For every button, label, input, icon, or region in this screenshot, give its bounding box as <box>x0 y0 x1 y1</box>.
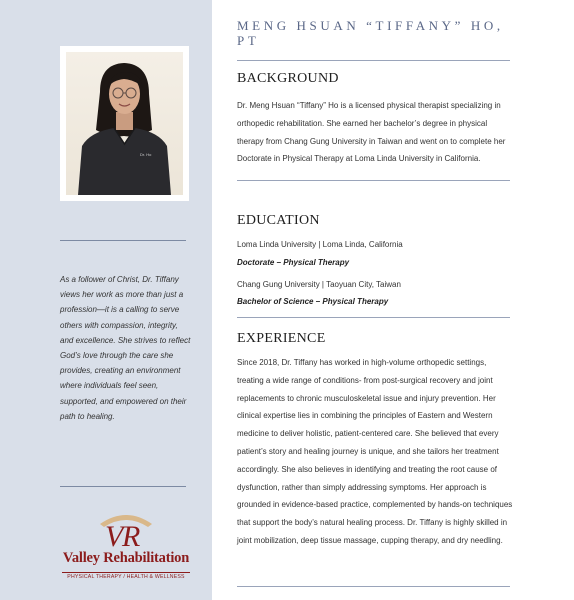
logo-tagline: PHYSICAL THERAPY / HEALTH & WELLNESS <box>62 572 190 580</box>
background-divider <box>237 180 510 181</box>
background-paragraph: Dr. Meng Hsuan “Tiffany” Ho is a licensed physical therapist specializing in orthopedic rehabilitation. She earned her bachelor’s degree in physical therapy from Chang Gung University in Taiwan and went on to complete her Doctorate in Physical Therapy at Loma Linda University in California. <box>237 101 506 164</box>
sidebar-divider-bottom <box>60 486 186 487</box>
education-degree: Doctorate – Physical Therapy <box>237 258 350 267</box>
education-degree: Bachelor of Science – Physical Therapy <box>237 297 389 306</box>
sidebar-quote: As a follower of Christ, Dr. Tiffany views her work as more than just a profession—it is a calling to serve others with compassion, integrity, and excellence. She strives to reflect God’s love through the care she provides, creating an environment where individuals feel seen, supported, and empowered on their path to healing. <box>60 275 191 421</box>
title-divider <box>237 60 510 61</box>
sidebar-divider-top <box>60 240 186 241</box>
section-heading-background: BACKGROUND <box>237 71 339 86</box>
logo-wordmark: Valley Rehabilitation <box>62 550 190 566</box>
education-school: Chang Gung University | Taoyuan City, Taiwan <box>237 280 401 289</box>
svg-text:V: V <box>105 520 124 550</box>
profile-photo <box>60 46 189 201</box>
education-divider <box>237 317 510 318</box>
svg-text:Dr. Ho: Dr. Ho <box>140 152 152 157</box>
experience-paragraph: Since 2018, Dr. Tiffany has worked in high-volume orthopedic settings, treating a wide range of conditions- from post-surgical recovery and joint replacements to chronic musculoskeletal issue and injury prevention. Her clinical expertise lies in combining the principles of Eastern and Western medicine to deliver holistic, patient-centered care. She believed that every patient’s story and healing journey is unique, and she tailors her treatment accordingly. She also believes in identifying and treating the root cause of dysfunction, rather than simply addressing symptoms. Her approach is grounded in evidence-based practice, complemented by hands-on techniques that support the body’s natural healing process. Dr. Tiffany is highly skilled in joint mobilization, deep tissue massage, cupping therapy, and dry needling. <box>237 358 513 545</box>
section-heading-education: EDUCATION <box>237 213 320 228</box>
headshot-image <box>66 52 183 195</box>
svg-text:R: R <box>122 520 141 550</box>
valley-rehabilitation-logo <box>62 510 190 584</box>
page-title: MENG HSUAN “TIFFANY” HO, PT <box>237 18 504 48</box>
experience-divider <box>237 586 510 587</box>
vr-monogram-icon <box>98 510 154 550</box>
section-heading-experience: EXPERIENCE <box>237 331 326 346</box>
person-silhouette-icon <box>66 52 183 195</box>
education-school: Loma Linda University | Loma Linda, California <box>237 240 403 249</box>
